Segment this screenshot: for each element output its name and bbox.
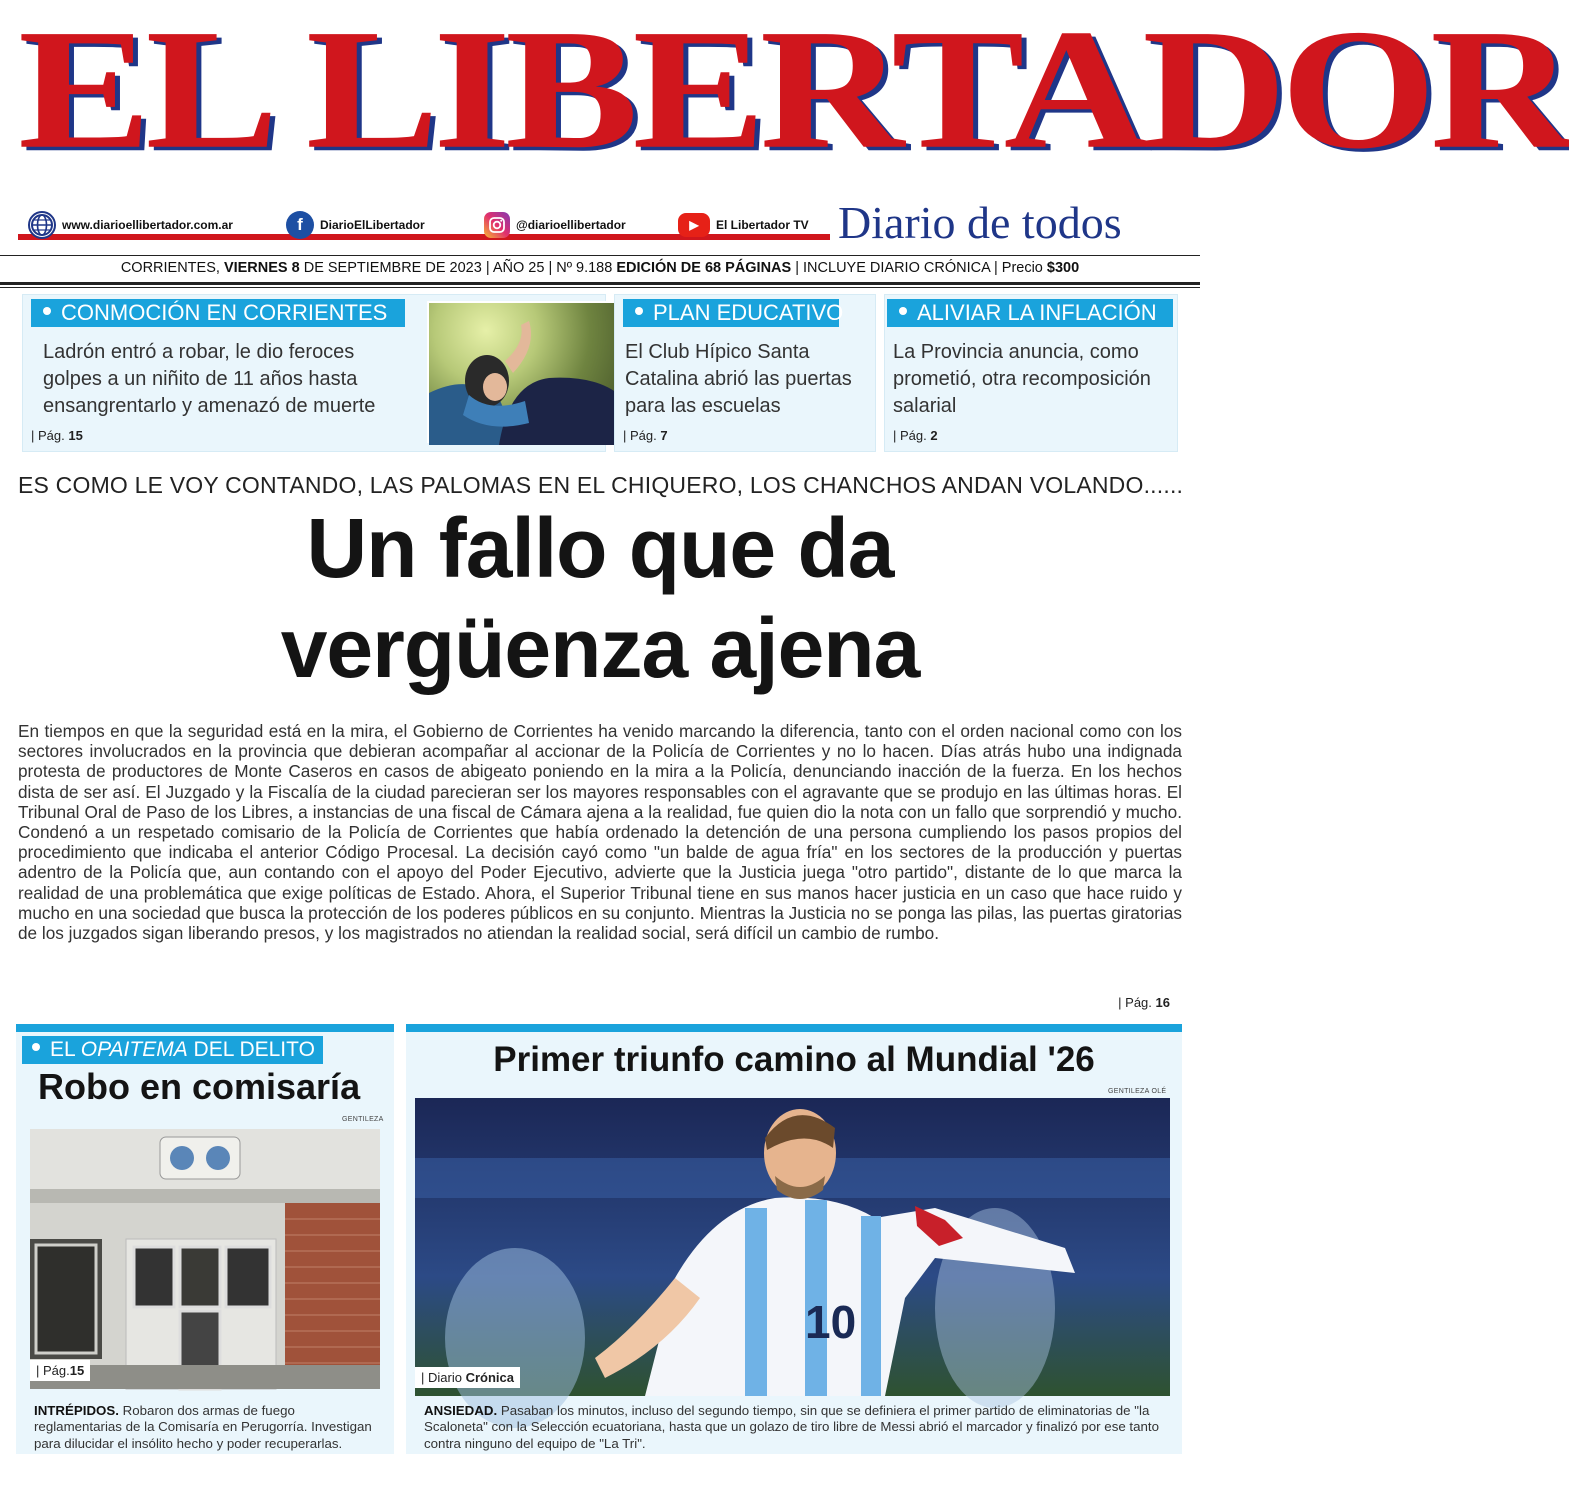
main-story-kicker: ES COMO LE VOY CONTANDO, LAS PALOMAS EN EL CHIQUERO, LOS CHANCHOS ANDAN VOLANDO...... bbox=[18, 472, 1184, 498]
right-box-title: Primer triunfo camino al Mundial '26 bbox=[493, 1040, 1095, 1079]
page-number: 2 bbox=[930, 428, 938, 443]
photo-label-source: Crónica bbox=[465, 1370, 514, 1385]
bullet-icon bbox=[32, 1043, 40, 1051]
left-box-caption bbox=[34, 1403, 380, 1452]
teaser-section-label: CONMOCIÓN EN CORRIENTES bbox=[61, 300, 388, 325]
right-photo-credit: GENTILEZA OLÉ bbox=[1108, 1088, 1167, 1095]
teaser-page-ref bbox=[893, 428, 938, 443]
teaser-page-ref bbox=[623, 428, 668, 443]
tag-part-em: OPAITEMA bbox=[80, 1038, 188, 1061]
facebook-link[interactable] bbox=[286, 210, 425, 240]
teaser-text: La Provincia anuncia, como prometió, otra recomposición salarial bbox=[893, 341, 1151, 417]
page-prefix: | Pág. bbox=[893, 428, 927, 443]
caption-text: Robaron dos armas de fuego reglamentarias de la Comisaría en Perugorría. Investigan para dilucidar el insólito hecho y poder recuperarlas. bbox=[34, 1403, 372, 1451]
comisaria-photo[interactable] bbox=[30, 1129, 380, 1389]
caption-lead: ANSIEDAD. bbox=[424, 1403, 498, 1418]
section-tag-opaitema bbox=[22, 1036, 323, 1064]
teaser-text: Ladrón entró a robar, le dio feroces golpes a un niñito de 11 años hasta ensangrentarlo y amenazó de muerte bbox=[43, 341, 376, 417]
teaser-aliviar-inflacion[interactable] bbox=[884, 294, 1178, 452]
teaser-section-label: ALIVIAR LA INFLACIÓN bbox=[917, 300, 1157, 325]
right-box-caption bbox=[424, 1403, 1164, 1452]
instagram-text: @diarioellibertador bbox=[516, 218, 626, 232]
teaser-photo-frightened-child[interactable] bbox=[427, 301, 621, 443]
caption-lead: INTRÉPIDOS. bbox=[34, 1403, 119, 1418]
messi-celebration-photo[interactable] bbox=[415, 1098, 1170, 1396]
globe-icon bbox=[28, 211, 56, 239]
newspaper-logo[interactable] bbox=[18, 0, 1569, 204]
logo-text: EL LIBERTADOR bbox=[18, 0, 1569, 185]
main-headline[interactable] bbox=[0, 498, 1200, 698]
dateline bbox=[0, 260, 1200, 276]
facebook-text: DiarioElLibertador bbox=[320, 218, 425, 232]
tag-part-1: EL bbox=[50, 1038, 81, 1061]
page-prefix: | Pág. bbox=[1118, 995, 1152, 1010]
teaser-section-header bbox=[887, 299, 1173, 327]
masthead bbox=[0, 0, 1569, 260]
dateline-price: $300 bbox=[1046, 260, 1080, 276]
teaser-conmocion[interactable] bbox=[22, 294, 606, 452]
website-link[interactable] bbox=[28, 210, 233, 240]
page-number: 7 bbox=[660, 428, 668, 443]
dateline-city: CORRIENTES, bbox=[120, 260, 224, 276]
main-story-body: En tiempos en que la seguridad está en la mira, el Gobierno de Corrientes ha venido marcando la diferencia, tanto con el orden nacional como con los sectores involucrados en la provincia que debieran acompañar al accionar de la Policía de Corrientes y no lo hacen. Días atrás hubo una indignada protesta de productores de Monte Caseros en casos de abigeato poniendo en la mira a la Policía, denunciando inacción de la fuerza. En los hechos dista de ser así. El Juzgado y la Fiscalía de la ciudad parecieran ser los mayores responsables con el agravante que se produjo en las últimas horas. El Tribunal Oral de Paso de los Libres, a instancias de una fiscal de Cámara ajena a la realidad, fue quien dio la nota con un fallo que sorprendió y mucho. Condenó a un respetado comisario de la Policía de Corrientes que había ordenado la detención de una persona cumpliendo los pasos propios del procedimiento que indicaba el anterior Código Procesal. La decisión cayó como "un balde de agua fría" en los sectores de la producción y puertas adentro de la Policía que, aun contando con el apoyo del Poder Ejecutivo, advierte que la Justicia juega "otro partido", distante de lo que marca la realidad de una problemática que exige políticas de Estado. Ahora, el Superior Tribunal tiene en sus manos hacer justicia en un caso que hace ruido y mucho en una sociedad que busca la protección de los poderes públicos en su conjunto. Mientras la Justicia no se ponga las pilas, las puertas giratorias de los juzgados sigan liberando presos, y los magistrados no atiendan la realidad social, será difícil un cambio de rumbo. bbox=[18, 721, 1182, 944]
soccer-illustration bbox=[415, 1098, 1170, 1396]
youtube-text: El Libertador TV bbox=[716, 218, 809, 232]
youtube-icon: ▶ bbox=[678, 213, 710, 237]
page-number: 15 bbox=[68, 428, 83, 443]
dateline-edition: EDICIÓN DE 68 PÁGINAS bbox=[616, 260, 792, 276]
teaser-section-header bbox=[31, 299, 405, 327]
facebook-icon: f bbox=[286, 211, 314, 239]
right-photo-source-label bbox=[415, 1367, 520, 1388]
dateline-top-rule bbox=[0, 255, 1200, 256]
page-prefix: | Pág. bbox=[31, 428, 65, 443]
instagram-icon bbox=[484, 212, 510, 238]
instagram-link[interactable] bbox=[484, 210, 626, 240]
teaser-text: El Club Hípico Santa Catalina abrió las puertas para las escuelas bbox=[625, 341, 852, 417]
page-number: 16 bbox=[1155, 995, 1170, 1010]
bullet-icon bbox=[43, 307, 51, 315]
box-top-line bbox=[406, 1024, 1182, 1032]
dateline-bottom-rule bbox=[0, 282, 1200, 285]
child-illustration bbox=[429, 303, 623, 445]
police-station-illustration bbox=[30, 1129, 380, 1389]
headline-line-2: vergüenza ajena bbox=[280, 601, 920, 695]
left-box-title: Robo en comisaría bbox=[38, 1066, 361, 1107]
teaser-plan-educativo[interactable] bbox=[614, 294, 876, 452]
box-top-line bbox=[16, 1024, 394, 1032]
page-number: 15 bbox=[69, 1363, 85, 1378]
left-photo-page-label bbox=[30, 1360, 90, 1381]
jersey-number: 10 bbox=[805, 1296, 857, 1348]
page-prefix: | Pág. bbox=[623, 428, 657, 443]
dateline-date: DE SEPTIEMBRE DE 2023 | AÑO 25 | Nº 9.188 bbox=[299, 260, 617, 276]
website-text: www.diarioellibertador.com.ar bbox=[62, 218, 233, 232]
teaser-section-header bbox=[623, 299, 844, 327]
teaser-section-label: PLAN EDUCATIVO bbox=[653, 300, 844, 325]
caption-text: Pasaban los minutos, incluso del segundo tiempo, sin que se definiera el primer partido de eliminatorias de "la Scaloneta" con la Selección ecuatoriana, hasta que un golazo de tiro libre de Messi abrió el marcador y finalizó por ese tanto contra ninguno del equipo de "La Tri". bbox=[424, 1403, 1160, 1451]
headline-line-1: Un fallo que da bbox=[306, 501, 894, 595]
tagline: Diario de todos bbox=[838, 197, 1122, 248]
bullet-icon bbox=[635, 307, 643, 315]
teaser-page-ref bbox=[31, 428, 83, 443]
left-photo-credit: GENTILEZA bbox=[342, 1116, 384, 1123]
bullet-icon bbox=[899, 307, 907, 315]
dateline-includes: | INCLUYE DIARIO CRÓNICA | Precio bbox=[791, 260, 1047, 276]
dateline-bottom-rule-thin bbox=[0, 287, 1200, 288]
youtube-link[interactable] bbox=[678, 210, 809, 240]
page-prefix: | Pág. bbox=[36, 1363, 70, 1378]
tag-part-2: DEL DELITO bbox=[187, 1038, 315, 1061]
photo-label-prefix: | Diario bbox=[421, 1370, 466, 1385]
dateline-weekday: VIERNES 8 bbox=[223, 260, 300, 276]
main-story-page-ref bbox=[1118, 995, 1170, 1010]
